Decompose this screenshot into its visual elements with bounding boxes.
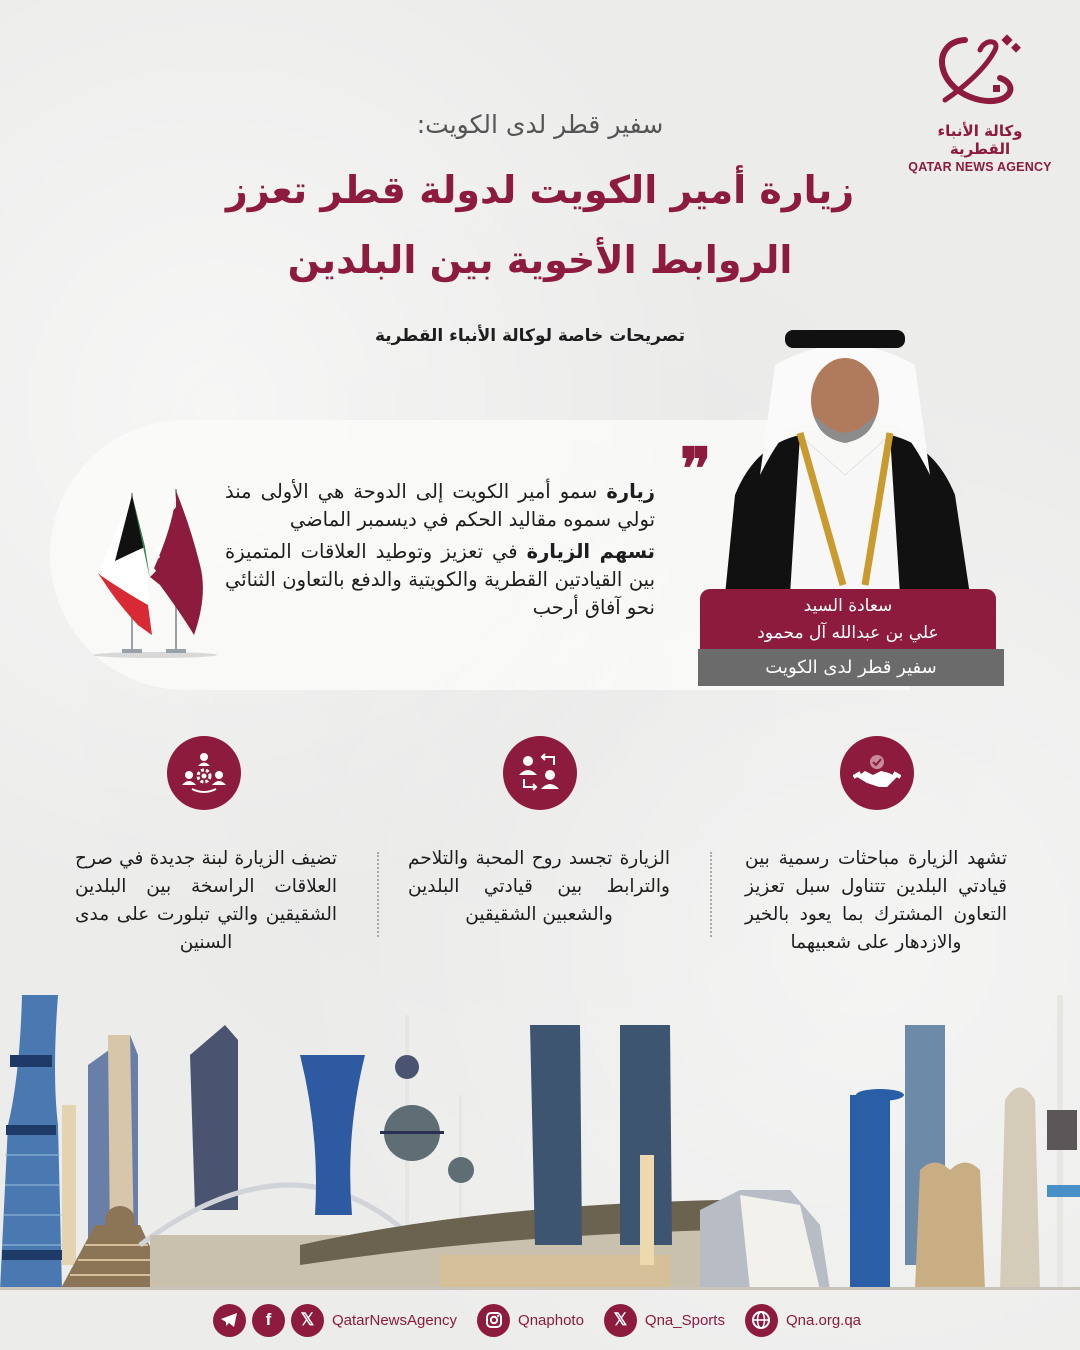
- social-group-qatarnewsagency[interactable]: [213, 1304, 463, 1337]
- flags-illustration: [90, 485, 220, 660]
- x-icon[interactable]: 𝕏: [604, 1304, 637, 1337]
- quote-text: [225, 478, 655, 626]
- qna-logo: [905, 30, 1055, 174]
- exchange-people-icon: [503, 736, 577, 810]
- feature-text: الزيارة تجسد روح المحبة والتلاحم والترابط بين قيادتي البلدين والشعبين الشقيقين: [408, 848, 670, 925]
- handshake-icon: [840, 736, 914, 810]
- headline-line-1: زيارة أمير الكويت لدولة قطر تعزز: [225, 168, 855, 212]
- speaker-honorific: سعادة السيد: [803, 596, 893, 616]
- telegram-icon[interactable]: [213, 1304, 246, 1337]
- divider: [377, 852, 379, 937]
- social-handle[interactable]: QatarNewsAgency: [331, 1311, 458, 1329]
- logo-arabic-name: وكالة الأنباء القطرية: [937, 122, 1023, 158]
- speaker-portrait: [715, 325, 975, 595]
- quote-mark-icon: ❞: [680, 435, 712, 503]
- team-gear-icon: [167, 736, 241, 810]
- globe-icon[interactable]: [745, 1304, 778, 1337]
- social-handle[interactable]: Qna_Sports: [644, 1311, 725, 1329]
- feature-text: تشهد الزيارة مباحثات رسمية بين قيادتي البلدين تتناول سبل تعزيز التعاون المشترك بما يعود بالخير والازدهار على شعبيهما: [745, 848, 1007, 953]
- social-group-qnaphoto[interactable]: [477, 1304, 590, 1337]
- quote-body: في تعزيز وتوطيد العلاقات المتميزة بين القيادتين القطرية والكويتية والدفع بالتعاون الثنائي نحو آفاق أرحب: [225, 540, 655, 619]
- instagram-icon[interactable]: [477, 1304, 510, 1337]
- subheading: تصريحات خاصة لوكالة الأنباء القطرية: [374, 326, 686, 346]
- social-group-website[interactable]: [745, 1304, 867, 1337]
- quote-body: سمو أمير الكويت إلى الدوحة هي الأولى منذ تولي سموه مقاليد الحكم في ديسمبر الماضي: [225, 480, 655, 531]
- website-link[interactable]: Qna.org.qa: [785, 1311, 862, 1329]
- x-icon[interactable]: 𝕏: [291, 1304, 324, 1337]
- quote-lead: زيارة: [606, 480, 655, 503]
- kicker: سفير قطر لدى الكويت:: [416, 110, 664, 139]
- speaker-title: سفير قطر لدى الكويت: [698, 649, 1004, 686]
- social-footer: [0, 1290, 1080, 1350]
- qna-emblem-icon: [925, 30, 1035, 120]
- headline-line-2: الروابط الأخوية بين البلدين: [287, 238, 793, 282]
- logo-english-name: QATAR NEWS AGENCY: [908, 160, 1052, 174]
- divider: [710, 852, 712, 937]
- skyline-illustration: [0, 995, 1080, 1290]
- speaker-name: علي بن عبدالله آل محمود: [757, 623, 939, 643]
- quote-lead: تسهم الزيارة: [526, 540, 655, 563]
- feature-text: تضيف الزيارة لبنة جديدة في صرح العلاقات الراسخة بين البلدين الشقيقين والتي تبلورت على مدى السنين: [75, 848, 337, 953]
- speaker-name-card: [700, 589, 996, 651]
- social-handle[interactable]: Qnaphoto: [518, 1311, 584, 1329]
- quote-paragraph: [225, 538, 655, 622]
- quote-paragraph: [225, 478, 655, 534]
- social-group-qna-sports[interactable]: [604, 1304, 731, 1337]
- facebook-icon[interactable]: f: [252, 1304, 285, 1337]
- kuwait-flag: [98, 495, 152, 635]
